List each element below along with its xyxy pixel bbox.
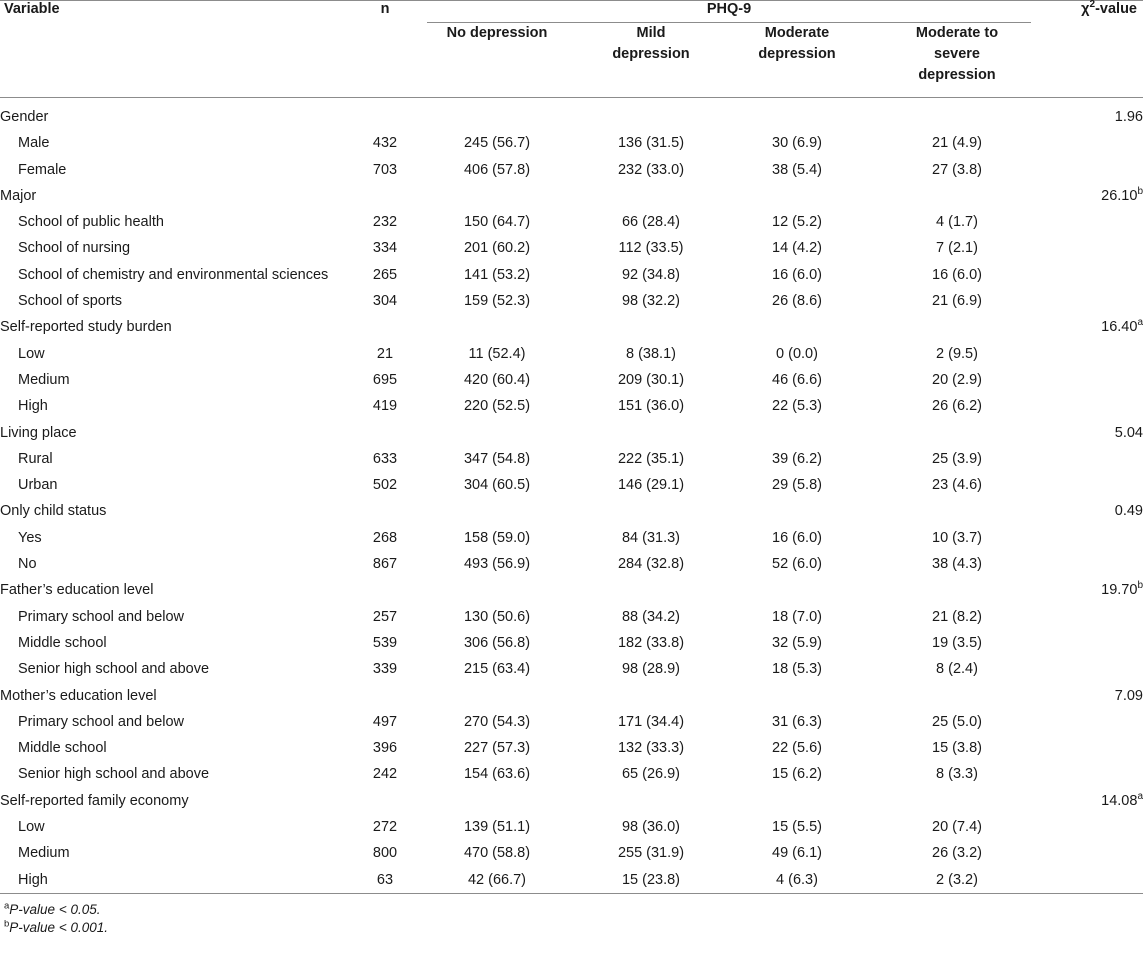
n-value: 232 [372, 214, 398, 231]
mild-depression-value: 98 (28.9) [621, 661, 681, 678]
variable-category-label: Low [18, 819, 45, 836]
mild-depression-value: 232 (33.0) [617, 161, 685, 178]
moderate-to-severe-depression-header: Moderate to severe depression [915, 25, 999, 83]
empty-cell [871, 683, 1043, 709]
mild-depression-value: 112 (33.5) [618, 240, 684, 257]
n-value: 432 [372, 135, 398, 152]
empty-cell [355, 788, 415, 814]
n-value: 695 [372, 371, 398, 388]
empty-cell [1043, 814, 1143, 840]
table-row [0, 867, 1143, 894]
mild-depression-value: 146 (29.1) [617, 477, 685, 494]
empty-cell [1043, 867, 1143, 894]
empty-cell [1043, 446, 1143, 472]
empty-cell [1043, 840, 1143, 866]
moderate-depression-value: 0 (0.0) [776, 345, 818, 362]
mild-depression-value: 182 (33.8) [617, 634, 685, 651]
moderate-to-severe-value: 8 (2.4) [936, 661, 978, 678]
no-depression-value: 215 (63.4) [463, 661, 531, 678]
moderate-depression-value: 31 (6.3) [772, 713, 822, 730]
empty-cell [1043, 235, 1143, 261]
chi-square-value: 5.04 [1114, 424, 1143, 441]
chi-square-value: 0.49 [1114, 503, 1143, 520]
header-row-top [0, 1, 1143, 23]
variable-group-label: Mother’s education level [0, 687, 157, 704]
n-value: 867 [372, 556, 398, 573]
empty-cell [1043, 157, 1143, 183]
empty-cell [1043, 367, 1143, 393]
mild-depression-value: 171 (34.4) [617, 713, 685, 730]
table-group-row [0, 498, 1143, 524]
empty-cell [1043, 735, 1143, 761]
no-depression-value: 406 (57.8) [463, 161, 531, 178]
moderate-depression-value: 16 (6.0) [772, 266, 822, 283]
empty-cell [723, 577, 871, 603]
mild-depression-value: 66 (28.4) [621, 214, 681, 231]
empty-cell [579, 98, 723, 130]
variable-category-label: Middle school [18, 634, 107, 651]
n-header: n [380, 1, 390, 17]
n-value: 63 [376, 871, 394, 888]
empty-cell [1043, 525, 1143, 551]
n-value: 268 [372, 529, 398, 546]
moderate-to-severe-value: 21 (8.2) [932, 608, 982, 625]
mild-depression-value: 209 (30.1) [617, 371, 685, 388]
empty-cell [871, 788, 1043, 814]
empty-cell [871, 98, 1043, 130]
empty-cell [1043, 709, 1143, 735]
moderate-to-severe-value: 20 (7.4) [932, 819, 982, 836]
table-group-row [0, 314, 1143, 340]
empty-cell [723, 183, 871, 209]
moderate-to-severe-value: 23 (4.6) [932, 477, 982, 494]
empty-cell [723, 98, 871, 130]
table-group-row [0, 683, 1143, 709]
empty-cell [415, 183, 579, 209]
table-row [0, 840, 1143, 866]
empty-cell [1043, 341, 1143, 367]
empty-cell [579, 314, 723, 340]
chi-square-value: 19.70$^b$ [1101, 580, 1143, 599]
empty-cell [355, 314, 415, 340]
variable-category-label: High [18, 398, 48, 415]
n-value: 265 [372, 266, 398, 283]
variable-category-label: Primary school and below [18, 608, 185, 625]
moderate-depression-value: 38 (5.4) [772, 161, 822, 178]
moderate-depression-value: 39 (6.2) [772, 450, 822, 467]
no-depression-value: 306 (56.8) [463, 634, 531, 651]
table-row [0, 288, 1143, 314]
table-row [0, 341, 1143, 367]
variable-group-label: Only child status [0, 503, 107, 520]
variable-category-label: School of chemistry and environmental sciences [18, 266, 329, 283]
empty-cell [415, 314, 579, 340]
variable-category-label: School of sports [18, 293, 122, 310]
n-value: 497 [372, 713, 398, 730]
chi-square-value: 26.10$^b$ [1101, 186, 1143, 204]
table-row [0, 814, 1143, 840]
empty-cell [1043, 262, 1143, 288]
chi-square-value: 7.09 [1114, 687, 1143, 704]
n-value: 339 [372, 661, 398, 678]
n-value: 21 [376, 345, 394, 362]
empty-cell [355, 498, 415, 524]
moderate-to-severe-value: 26 (3.2) [932, 845, 982, 862]
no-depression-value: 270 (54.3) [463, 713, 531, 730]
no-depression-value: 154 (63.6) [463, 766, 531, 783]
chi-square-value: 1.96 [1114, 109, 1143, 125]
n-value: 800 [372, 845, 398, 862]
mild-depression-value: 88 (34.2) [621, 608, 681, 625]
table-group-row [0, 788, 1143, 814]
empty-cell [415, 98, 579, 130]
n-value: 396 [372, 740, 398, 757]
mild-depression-value: 255 (31.9) [617, 845, 685, 862]
moderate-depression-value: 32 (5.9) [772, 634, 822, 651]
variable-group-label: Major [0, 187, 37, 204]
empty-cell [415, 498, 579, 524]
table-row [0, 209, 1143, 235]
table-row [0, 446, 1143, 472]
mild-depression-value: 98 (32.2) [621, 293, 681, 310]
moderate-depression-value: 26 (8.6) [772, 293, 822, 310]
empty-cell [355, 183, 415, 209]
empty-cell [579, 788, 723, 814]
table-row [0, 393, 1143, 419]
no-depression-value: 420 (60.4) [463, 371, 531, 388]
variable-category-label: Primary school and below [18, 713, 185, 730]
moderate-to-severe-value: 26 (6.2) [932, 398, 982, 415]
chi-square-value: 14.08$^a$ [1101, 790, 1143, 809]
no-depression-value: 201 (60.2) [463, 240, 531, 257]
moderate-depression-header: Moderate depression [758, 25, 836, 62]
moderate-to-severe-value: 8 (3.3) [936, 766, 978, 783]
variable-category-label: Medium [18, 371, 70, 388]
table-row [0, 235, 1143, 261]
empty-cell [723, 498, 871, 524]
moderate-depression-value: 14 (4.2) [772, 240, 822, 257]
variable-group-label: Father’s education level [0, 582, 154, 599]
mild-depression-value: 136 (31.5) [617, 135, 685, 152]
empty-cell [415, 420, 579, 446]
table-row [0, 262, 1143, 288]
n-value: 502 [372, 477, 398, 494]
moderate-depression-value: 15 (5.5) [772, 819, 822, 836]
empty-cell [1043, 604, 1143, 630]
variable-category-label: School of public health [18, 214, 164, 231]
table-footnotes [0, 894, 1143, 937]
no-depression-value: 42 (66.7) [467, 871, 527, 888]
n-value: 304 [372, 293, 398, 310]
variable-category-label: Senior high school and above [18, 766, 210, 783]
table-row [0, 761, 1143, 787]
no-depression-value: 245 (56.7) [463, 135, 531, 152]
moderate-to-severe-value: 20 (2.9) [932, 371, 982, 388]
empty-cell [1043, 130, 1143, 156]
n-value: 272 [372, 819, 398, 836]
empty-cell [1043, 656, 1143, 682]
moderate-to-severe-value: 4 (1.7) [936, 214, 978, 231]
table-row [0, 130, 1143, 156]
moderate-depression-value: 22 (5.6) [772, 740, 822, 757]
empty-cell [355, 420, 415, 446]
table-group-row [0, 420, 1143, 446]
table-group-row [0, 577, 1143, 603]
moderate-to-severe-value: 21 (6.9) [932, 293, 982, 310]
variable-category-label: High [18, 871, 48, 888]
moderate-depression-value: 22 (5.3) [772, 398, 822, 415]
table-row [0, 367, 1143, 393]
moderate-depression-value: 16 (6.0) [772, 529, 822, 546]
variable-category-label: Rural [18, 450, 53, 467]
table-row [0, 604, 1143, 630]
variable-category-label: School of nursing [18, 240, 131, 257]
no-depression-value: 304 (60.5) [463, 477, 531, 494]
empty-cell [723, 788, 871, 814]
empty-cell [1043, 393, 1143, 419]
moderate-to-severe-value: 7 (2.1) [936, 240, 978, 257]
mild-depression-value: 222 (35.1) [617, 450, 685, 467]
mild-depression-value: 132 (33.3) [617, 740, 685, 757]
no-depression-header: No depression [446, 25, 548, 41]
empty-cell [1043, 630, 1143, 656]
chi-square-header: $\chi^2$-value [1081, 0, 1137, 17]
table-row [0, 735, 1143, 761]
empty-cell [871, 314, 1043, 340]
variable-header: Variable [4, 1, 60, 17]
variable-category-label: Male [18, 135, 50, 152]
moderate-depression-value: 4 (6.3) [776, 871, 818, 888]
variable-category-label: Senior high school and above [18, 661, 210, 678]
mild-depression-value: 8 (38.1) [626, 345, 676, 362]
moderate-to-severe-value: 19 (3.5) [932, 634, 982, 651]
empty-cell [579, 683, 723, 709]
no-depression-value: 470 (58.8) [463, 845, 531, 862]
no-depression-value: 150 (64.7) [463, 214, 531, 231]
n-value: 242 [372, 766, 398, 783]
mild-depression-value: 15 (23.8) [621, 871, 681, 888]
mild-depression-value: 92 (34.8) [621, 266, 681, 283]
n-value: 257 [372, 608, 398, 625]
empty-cell [579, 498, 723, 524]
no-depression-value: 493 (56.9) [463, 556, 531, 573]
empty-cell [871, 183, 1043, 209]
variable-category-label: Yes [18, 529, 42, 546]
variable-category-label: Medium [18, 845, 70, 862]
mild-depression-value: 151 (36.0) [617, 398, 685, 415]
moderate-depression-value: 49 (6.1) [772, 845, 822, 862]
empty-cell [1043, 761, 1143, 787]
moderate-depression-value: 30 (6.9) [772, 135, 822, 152]
moderate-to-severe-value: 25 (3.9) [932, 450, 982, 467]
empty-cell [579, 420, 723, 446]
moderate-to-severe-value: 16 (6.0) [932, 266, 982, 283]
empty-cell [415, 788, 579, 814]
footnote-a: $^a$P-value < 0.05. [4, 900, 101, 917]
no-depression-value: 141 (53.2) [463, 266, 531, 283]
variable-category-label: No [18, 556, 37, 573]
no-depression-value: 220 (52.5) [463, 398, 531, 415]
empty-cell [723, 683, 871, 709]
variable-category-label: Low [18, 345, 45, 362]
empty-cell [415, 577, 579, 603]
n-value: 703 [372, 161, 398, 178]
variable-group-label: Living place [0, 424, 77, 441]
table-row [0, 525, 1143, 551]
moderate-to-severe-value: 27 (3.8) [932, 161, 982, 178]
moderate-depression-value: 18 (5.3) [772, 661, 822, 678]
mild-depression-value: 65 (26.9) [621, 766, 681, 783]
table-row [0, 472, 1143, 498]
variable-category-label: Urban [18, 477, 58, 494]
mild-depression-value: 284 (32.8) [617, 556, 685, 573]
moderate-to-severe-value: 21 (4.9) [932, 135, 982, 152]
empty-cell [1043, 288, 1143, 314]
no-depression-value: 158 (59.0) [463, 529, 531, 546]
n-value: 419 [372, 398, 398, 415]
table-row [0, 630, 1143, 656]
no-depression-value: 347 (54.8) [463, 450, 531, 467]
table-row [0, 157, 1143, 183]
moderate-depression-value: 18 (7.0) [772, 608, 822, 625]
footnote-b: $^b$P-value < 0.001. [4, 918, 108, 935]
moderate-depression-value: 15 (6.2) [772, 766, 822, 783]
empty-cell [579, 577, 723, 603]
empty-cell [871, 498, 1043, 524]
table-group-row [0, 183, 1143, 209]
table-row [0, 656, 1143, 682]
moderate-to-severe-value: 25 (5.0) [932, 713, 982, 730]
empty-cell [871, 420, 1043, 446]
variable-group-label: Gender [0, 109, 49, 125]
no-depression-value: 159 (52.3) [463, 293, 531, 310]
moderate-depression-value: 46 (6.6) [772, 371, 822, 388]
empty-cell [1043, 551, 1143, 577]
empty-cell [1043, 209, 1143, 235]
empty-cell [355, 577, 415, 603]
mild-depression-value: 84 (31.3) [621, 529, 681, 546]
variable-category-label: Female [18, 161, 67, 178]
empty-cell [355, 683, 415, 709]
n-value: 633 [372, 450, 398, 467]
n-value: 334 [372, 240, 398, 257]
moderate-to-severe-value: 15 (3.8) [932, 740, 982, 757]
chi-square-value: 16.40$^a$ [1101, 317, 1143, 336]
moderate-depression-value: 52 (6.0) [772, 556, 822, 573]
empty-cell [1043, 472, 1143, 498]
moderate-to-severe-value: 2 (9.5) [936, 345, 978, 362]
table-row [0, 709, 1143, 735]
variable-category-label: Middle school [18, 740, 107, 757]
variable-group-label: Self-reported study burden [0, 319, 172, 336]
empty-cell [415, 683, 579, 709]
table-group-row [0, 98, 1143, 130]
mild-depression-value: 98 (36.0) [621, 819, 681, 836]
moderate-to-severe-value: 38 (4.3) [932, 556, 982, 573]
no-depression-value: 139 (51.1) [463, 819, 531, 836]
empty-cell [723, 314, 871, 340]
empty-cell [579, 183, 723, 209]
empty-cell [871, 577, 1043, 603]
moderate-depression-value: 29 (5.8) [772, 477, 822, 494]
no-depression-value: 227 (57.3) [463, 740, 531, 757]
n-value: 539 [372, 634, 398, 651]
phq9-group-header: PHQ-9 [415, 1, 1043, 23]
mild-depression-header: Mild depression [612, 25, 690, 62]
variable-group-label: Self-reported family economy [0, 792, 189, 809]
no-depression-value: 130 (50.6) [463, 608, 531, 625]
empty-cell [723, 420, 871, 446]
empty-cell [355, 98, 415, 130]
moderate-to-severe-value: 10 (3.7) [932, 529, 982, 546]
moderate-depression-value: 12 (5.2) [772, 214, 822, 231]
moderate-to-severe-value: 2 (3.2) [936, 871, 978, 888]
table-row [0, 551, 1143, 577]
no-depression-value: 11 (52.4) [468, 345, 526, 362]
